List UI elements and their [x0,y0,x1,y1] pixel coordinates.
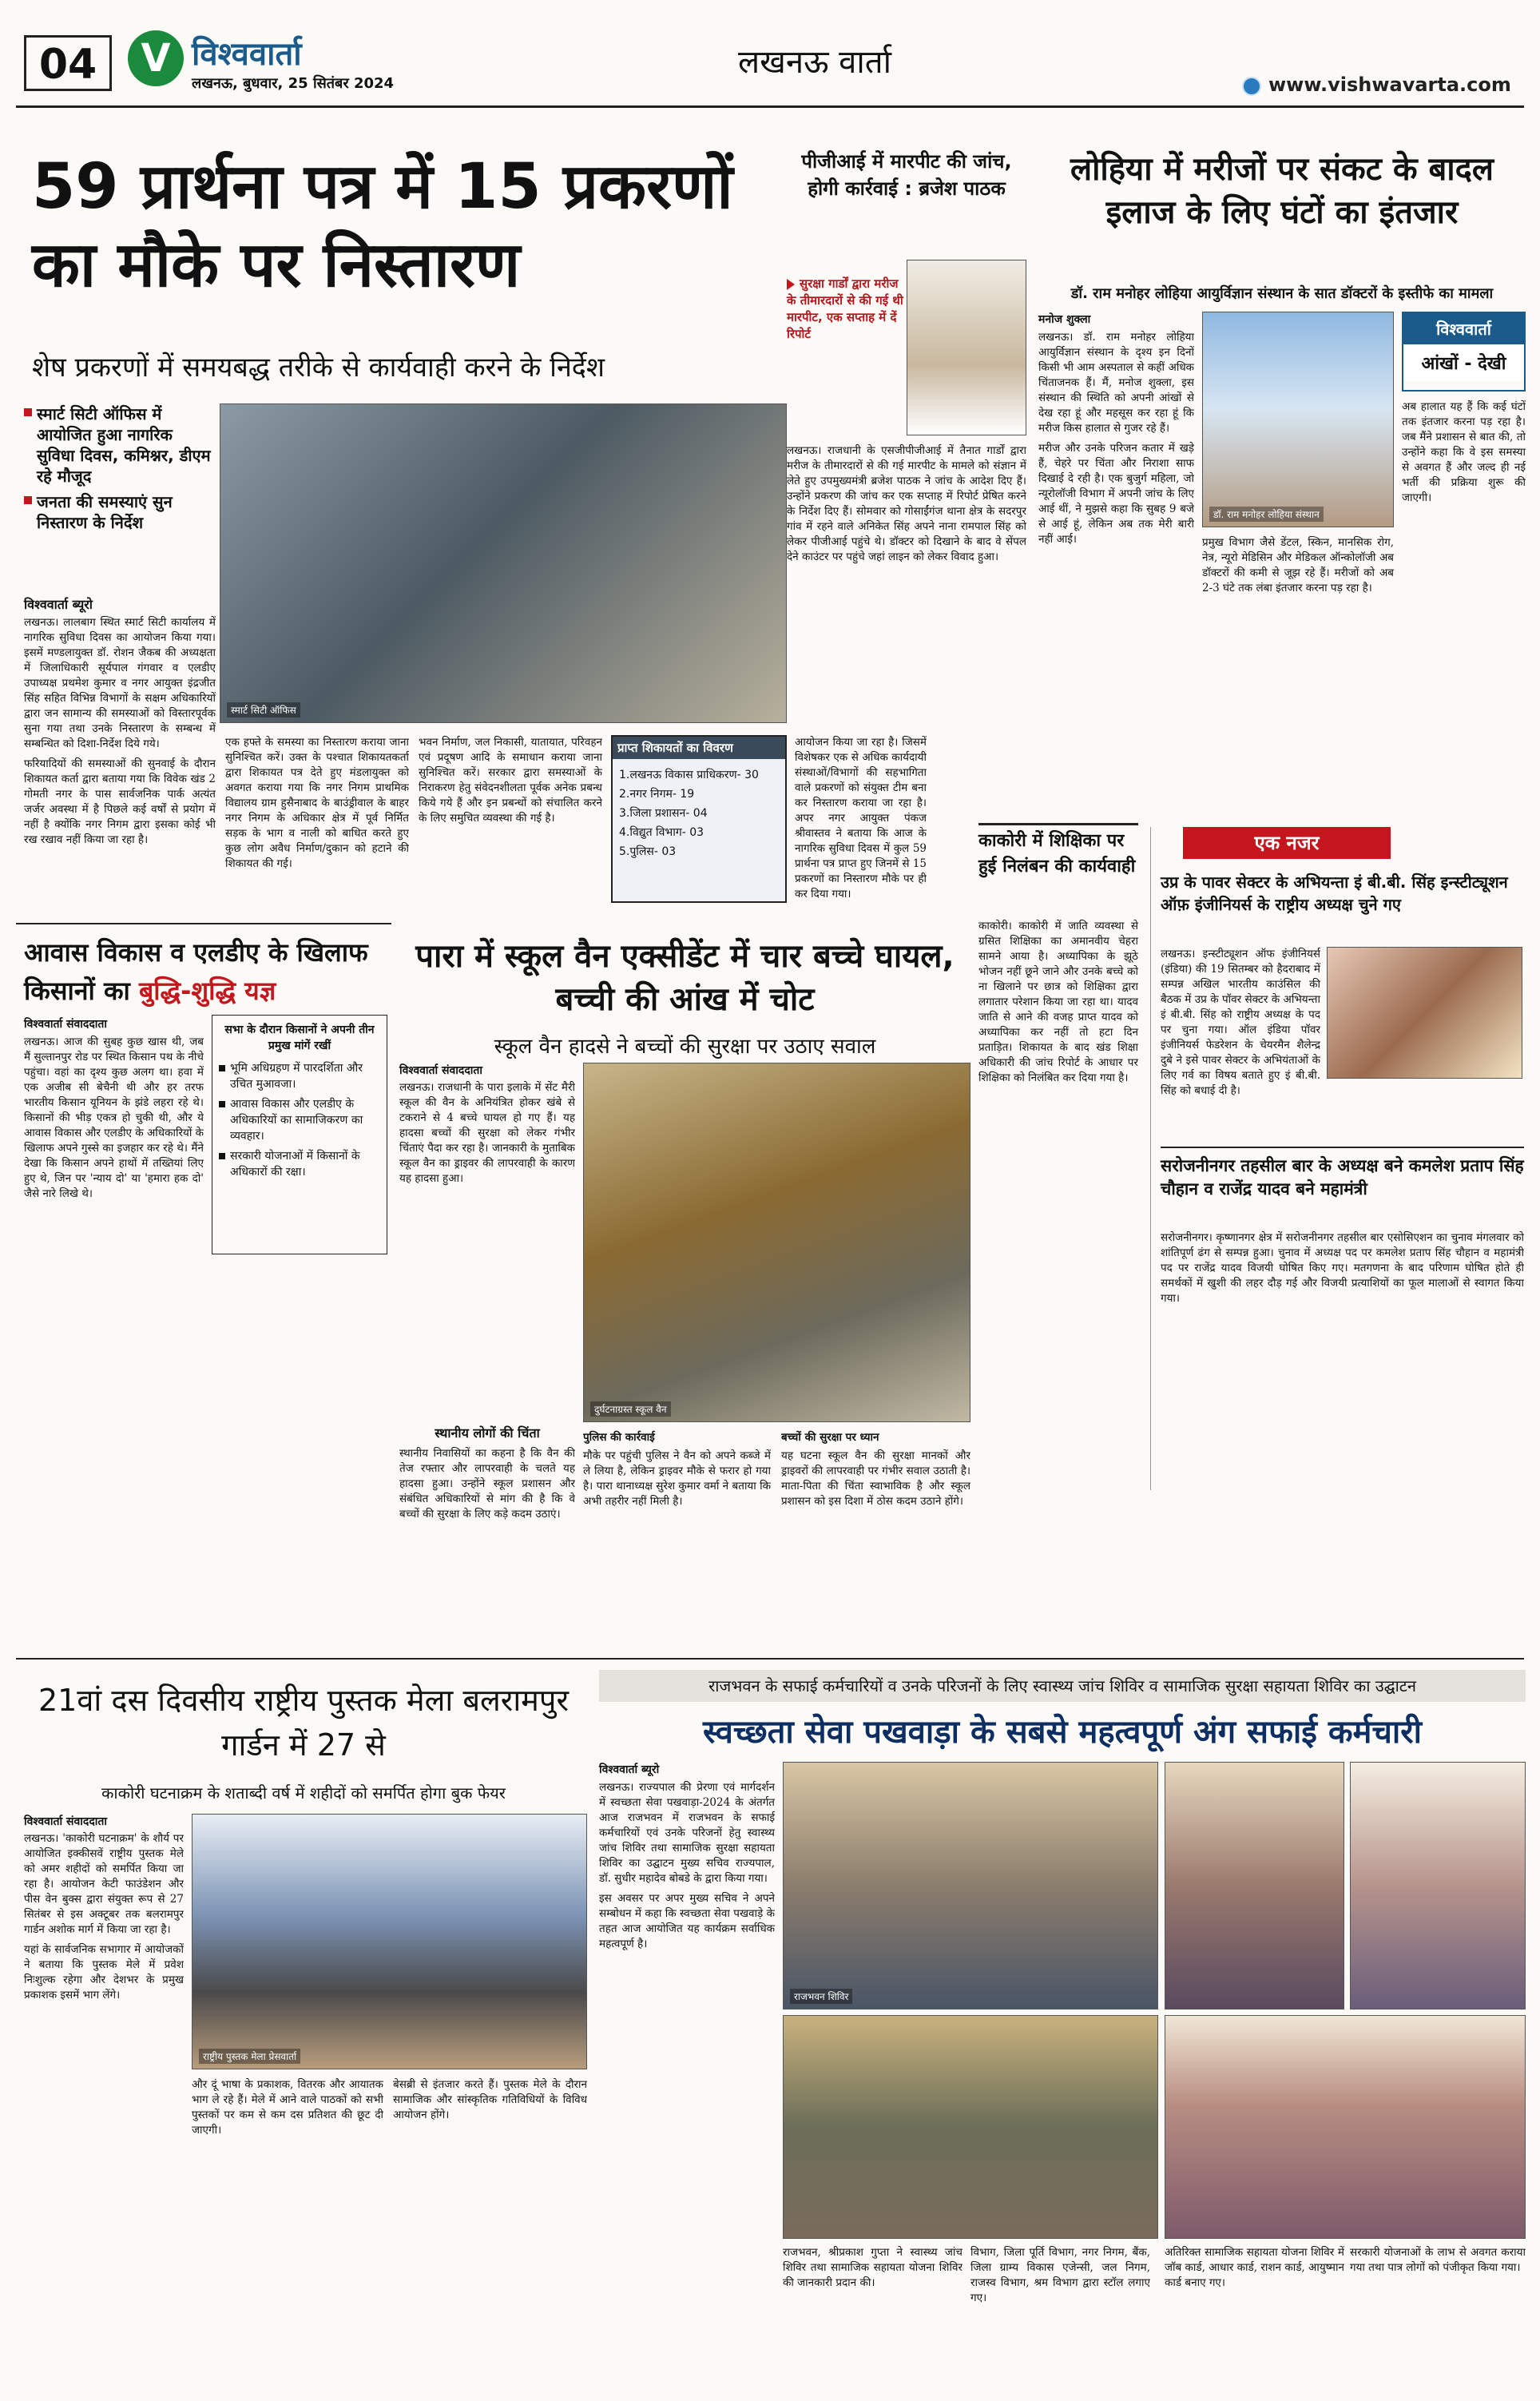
rajbhawan-photo-4 [783,2015,1158,2239]
school-van-story [399,927,970,1646]
book-fair-story [16,1662,591,2397]
badge-label: आंखों - देखी [1403,344,1524,381]
book-fair-subhead: काकोरी घटनाक्रम के शताब्दी वर्ष में शहीदों को समर्पित होगा बुक फेयर [101,1783,506,1803]
awas-byline: विश्ववार्ता संवाददाता [24,1018,108,1031]
table-row: 1.लखनऊ विकास प्राधिकरण- 30 [619,769,759,781]
quote-arrow-icon [787,279,795,290]
paragraph: अतिरिक्त सामाजिक सहायता योजना शिविर में जॉब कार्ड, आधार कार्ड, राशन कार्ड, आयुष्मान कार्ड बनाए गए। [1165,2246,1344,2289]
kakori-body: काकोरी। काकोरी में जाति व्यवस्था से ग्रसित शिक्षिका का अमानवीय चेहरा सामने आया है। अध्यापिका के झूठे भोजन नहीं छूने जाने और उनके बच्चे को ना खिलाने पर छात्र को शिक्षिका द्वारा लगातार परेशान किया जा रहा था। यादव जाति से आने की वजह प्राप्त यादव को अध्यापिका कर नहीं तो हटा दिन प्रताड़ित। शिकायत के बाद खंड शिक्षा अधिकारी की जांच रिपोर्ट के आधार पर शिक्षिका को निलंबित कर दिया गया है। [978,920,1138,1084]
brand-name: विश्ववार्ता [192,36,302,73]
rajbhawan-photo-2 [1165,1762,1344,2009]
rajbhawan-byline: विश्ववार्ता ब्यूरो [599,1763,660,1776]
school-van-body-col-1 [399,1080,575,1416]
lead-body-col-1 [24,615,216,911]
lohia-body-col-1 [1038,330,1194,801]
paragraph: फरियादियों की समस्याओं की सुनवाई के दौरान शिकायत कर्ता द्वारा बताया गया कि विवेक खंड 2 गोमती नगर के पास सार्वजनिक पार्क अत्यंत जर्जर अवस्था में है पिछले कई वर्षों से प्रयोग में नहीं है क्योंकि नगर निगम द्वारा इसका कोई भी रख रखाव नहीं किया जा रहा है। [24,757,216,846]
awas-headline-line-1: आवास विकास व एलडीए के खिलाफ [24,937,368,968]
book-fair-byline: विश्ववार्ता संवाददाता [24,1815,108,1828]
ek-nazar-body: लखनऊ। इन्स्टीट्यूशन ऑफ इंजीनियर्स (इंडिया) की 19 सितम्बर को हैदराबाद में सम्पन्न अखिल भारतीय काउंसिल की बैठक में उप्र के पॉवर सेक्टर के अभियन्ता इं बी.बी. सिंह को राष्ट्रीय अध्यक्ष के पद पर चुना गया। ऑल इंडिया पॉवर इंजीनियर्स फेडरेशन के चेयरमैन शैलेन्द्र दुबे ने इसे पावर सेक्टर के अभियंताओं के लिए गर्व का विषय बताते हुए इं बी.बी. सिंह को बधाई दी है। [1161,948,1320,1097]
photo-caption: डॉ. राम मनोहर लोहिया संस्थान [1209,507,1324,522]
crosshead: स्थानीय लोगों की चिंता [435,1425,540,1441]
photo-caption: राष्ट्रीय पुस्तक मेला प्रेसवार्ता [199,2049,300,2064]
awas-body: लखनऊ। आज की सुबह कुछ खास थी, जब मैं सुल्तानपुर रोड पर स्थित किसान पथ के नीचे पहुंचा। वहां का दृश्य कुछ अलग था। हवा में एक अजीब सी बेचैनी थी और हर तरफ भारतीय किसान यूनियन के झंडे लहरा रहे थे। किसानों की भीड़ एकत्र हो चुकी थी, और ये आवास विकास और एलडीए के अधिकारियों के खिलाफ अपने गुस्से का इजहार कर रहे थे। मैंने देखा कि किसान अपने हाथों में तख्तियां लिए हुए थे, जिन पर 'न्याय दो' या 'हमारा हक दो' जैसे नारे लिखे थे। [24,1036,204,1200]
school-van-headline: पारा में स्कूल वैन एक्सीडेंट में चार बच्चे घायल, बच्ची की आंख में चोट [415,938,955,1018]
paragraph: इस अवसर पर अपर मुख्य सचिव ने अपने सम्बोधन में कहा कि स्वच्छता सेवा पखवाड़े के तहत आज आयोजित यह कार्यक्रम सर्वाधिक महत्वपूर्ण है। [599,1892,775,1950]
school-van-body-col-3 [781,1430,970,1638]
lead-photo [220,403,787,723]
book-fair-body-col-3 [393,2077,587,2389]
crosshead: पुलिस की कार्रवाई [583,1431,655,1444]
rajbhawan-body-col-4 [1165,2245,1344,2389]
section-title: लखनऊ वार्ता [738,44,891,81]
table-row: 3.जिला प्रशासन- 04 [619,807,708,820]
logo-v-icon: V [141,36,171,81]
paragraph: एक हफ्ते के समस्या का निस्तारण कराया जाना सुनिश्चित करें। उक्त के पश्चात शिकायतकर्ता द्वारा शिकायत पत्र देते हुए मंडलायुक्त को अवगत कराया गया कि नगर निगम प्राथमिक विद्यालय ग्राम हुसैनाबाद के बाउंड्रीवाल के बाहर नगर निगम के अधिकार क्षेत्र में पूर्व निर्मित सड़क के भाग व नाली को बाधित करते हुए कुछ लोग अवैध निर्माण/दुकान को हटाने की शिकायत की गई। [225,736,409,870]
school-van-subhead: स्कूल वैन हादसे ने बच्चों की सुरक्षा पर उठाए सवाल [494,1035,876,1059]
paragraph: बेसब्री से इंतजार करते हैं। पुस्तक मेले के दौरान सामाजिक और सांस्कृतिक गतिविधियों के विविध आयोजन होंगे। [393,2078,587,2121]
masthead [0,0,1540,112]
photo-caption: दुर्घटनाग्रस्त स्कूल वैन [590,1401,671,1417]
ek-nazar-photo [1327,947,1522,1079]
rajbhawan-body-col-3 [970,2245,1150,2389]
awas-headline-text: किसानों का [24,976,130,1006]
kakori-headline: काकोरी में शिक्षिका पर हुई निलंबन की कार्यवाही [978,823,1138,911]
divider [16,1658,1524,1660]
brand-logo [128,30,184,86]
rajbhawan-story [599,1662,1526,2397]
paragraph: स्थानीय निवासियों का कहना है कि वैन की तेज रफ्तार और लापरवाही के चलते यह हादसा हुआ। उन्होंने स्कूल प्रशासन और संबंधित अधिकारियों से मांग की है कि वे बच्चों की सुरक्षा के लिए कड़े कदम उठाएं। [399,1447,575,1521]
lead-bullets [24,403,216,587]
divider [16,923,391,924]
lohia-body-col-3 [1402,400,1526,799]
dateline: लखनऊ, बुधवार, 25 सितंबर 2024 [192,75,395,92]
paragraph: अब हालात यह हैं कि कई घंटों तक इंतजार करना पड़ रहा है। जब मैंने प्रशासन से बात की, तो उन्होंने कहा कि वे इस समस्या से अवगत हैं और जल्द ही नई भर्ती की प्रक्रिया शुरू की जाएगी। [1402,400,1526,504]
pgi-headline: पीजीआई में मारपीट की जांच, होगी कार्रवाई : ब्रजेश पाठक [801,150,1012,200]
paragraph: मरीज और उनके परिजन कतार में खड़े हैं, चेहरे पर चिंता और निराशा साफ दिखाई दे रही है। एक बुजुर्ग महिला, जो न्यूरोलॉजी विभाग में अपनी जांच के लिए आई थीं, ने मुझसे कहा कि सुबह 9 बजे से आई हूं, लेकिन अब तक मेरी बारी नहीं आई। [1038,442,1194,546]
badge-brand: विश्ववार्ता [1403,313,1524,344]
school-van-body-col-1b [399,1446,575,1638]
globe-icon [1242,77,1261,96]
crosshead: बच्चों की सुरक्षा पर ध्यान [781,1431,879,1444]
lead-body-col-2 [225,735,409,911]
paragraph: लखनऊ। 'काकोरी घटनाक्रम' के शौर्य पर आयोजित इक्कीसवें राष्ट्रीय पुस्तक मेले को अमर शहीदों को समर्पित किया जा रहा है। आयोजन केटी फाउंडेशन और पीस वेन बुक्स द्वारा संयुक्त रूप से 27 सितंबर से इस अक्टूबर तक बलरामपुर गार्डन अशोक मार्ग में किया जा रहा है। [24,1832,184,1936]
paragraph: मौके पर पहुंची पुलिस ने वैन को अपने कब्जे में ले लिया है, लेकिन ड्राइवर मौके से फरार हो गया है। पारा थानाध्यक्ष सुरेश कुमार वर्मा ने बताया कि अभी तहरीर नहीं मिली है। [583,1449,771,1508]
rajbhawan-body-col-1 [599,1780,775,2387]
school-van-photo [583,1063,970,1422]
rajbhawan-body-col-2 [783,2245,963,2389]
lohia-body-col-2 [1202,535,1394,799]
lohia-story [1038,116,1526,803]
bar-assoc-body: सरोजनीनगर। कृष्णानगर क्षेत्र में सरोजनीनगर तहसील बार एसोसिएशन का चुनाव मंगलवार को शांतिपूर्ण ढंग से सम्पन्न हुआ। चुनाव में अध्यक्ष पद पर कमलेश प्रताप सिंह चौहान व महामंत्री पद पर राजेंद्र यादव विजयी घोषित किए गए। मतगणना के बाद परिणाम घोषित होते ही समर्थकों में खुशी की लहर दौड़ गई और विजयी प्रत्याशियों का फूल मालाओं से स्वागत किया गया। [1161,1231,1524,1305]
pgi-body: लखनऊ। राजधानी के एसजीपीजीआई में तैनात गार्डों द्वारा मरीज के तीमारदारों से की गई मारपीट के मामले को संज्ञान में लेते हुए उपमुख्यमंत्री ब्रजेश पाठक ने जांच के आदेश दिए हैं। उन्होंने प्रकरण की जांच कर एक सप्ताह में रिपोर्ट प्रेषित करने के निर्देश दिए हैं। सोमवार को गोसाईंगंज थाना क्षेत्र के सदरपुर गांव में रहने वाले अनिकेत सिंह अपने नाना रामपाल सिंह को लेकर पीजीआई पहुंचे थे। डॉक्टर को दिखाने के बाद वे सेंपल देने काउंटर पर पहुंचे जहां लाइन को लेकर विवाद हुआ। [787,444,1026,563]
page-number: 04 [24,35,112,91]
lohia-headline: लोहिया में मरीजों पर संकट के बादल इलाज के लिए घंटों का इंतजार [1070,151,1494,231]
pgi-story [787,116,1030,915]
lead-byline: विश्ववार्ता ब्यूरो [24,597,93,612]
table-row: 5.पुलिस- 03 [619,845,677,858]
paragraph: लखनऊ। लालबाग स्थित स्मार्ट सिटी कार्यालय में नागरिक सुविधा दिवस का आयोजन किया गया। इसमें मण्डलायुक्त डॉ. रोशन जैकब की अध्यक्षता में जिलाधिकारी सूर्यपाल गंगवार व एलडीए उपाध्यक्ष प्रथमेश कुमार व नगर आयुक्त इंद्रजीत सिंह सहित विभिन्न विभागों के सक्षम अधिकारियों द्वारा जन सामान्य की समस्याओं को विस्तारपूर्वक सुना गया तथा उनके निस्तारण के सम्बन्ध में सम्बन्धित को दिशा-निर्देश दिये गये। [24,616,216,750]
rajbhawan-photo-5 [1165,2015,1526,2239]
bar-assoc-headline: सरोजनीनगर तहसील बार के अध्यक्ष बने कमलेश प्रताप सिंह चौहान व राजेंद्र यादव बने महामंत्री [1161,1156,1524,1199]
kakori-story [978,823,1138,1510]
paragraph: यह घटना स्कूल वैन की सुरक्षा मानकों और ड्राइवरों की लापरवाही पर गंभीर सवाल उठाती है। माता-पिता की चिंता स्वाभाविक है और स्कूल प्रशासन को इस दिशा में ठोस कदम उठाने होंगे। [781,1449,970,1508]
lead-subhead: शेष प्रकरणों में समयबद्ध तरीके से कार्यवाही करने के निर्देश [32,352,605,384]
table-row: 4.विद्युत विभाग- 03 [619,826,705,839]
ek-nazar-label: एक नजर [1183,827,1391,859]
paragraph: लखनऊ। राजधानी के पारा इलाके में सेंट मैरी स्कूल की वैन के अनियंत्रित होकर खंबे से टकराने से 4 बच्चे घायल हो गए हैं। यह हादसा बच्चों की सुरक्षा को लेकर गंभीर चिंताएं पैदा कर रहा है। जानकारी के मुताबिक स्कूल वैन का ड्राइवर की लापरवाही के कारण यह हादसा हुआ। [399,1081,575,1185]
paragraph: भवन निर्माण, जल निकासी, यातायात, परिवहन एवं प्रदूषण आदि के समाधान कराया जाना सुनिश्चित करें। सरकार द्वारा समस्याओं के निराकरण हेतु संवेदनशीलता पूर्वक अनेक प्रबन्ध किये गये हैं और इन प्रबन्धों को संचालित करने के लिए समुचित व्यवस्था की गई है। [419,736,602,825]
awas-headline-highlight: बुद्धि-शुद्धि यज्ञ [138,976,276,1006]
demands-title: सभा के दौरान किसानों ने अपनी तीन प्रमुख मांगें रखीं [224,1024,375,1052]
ek-nazar-box [1150,827,1526,1490]
website-link[interactable]: www.vishwavarta.com [1268,74,1511,96]
pgi-quote [787,276,907,388]
rajbhawan-headline: स्वच्छता सेवा पखवाड़ा के सबसे महत्वपूर्ण अंग सफाई कर्मचारी [703,1714,1422,1751]
school-van-body-col-2 [583,1430,771,1638]
rajbhawan-body-col-5 [1350,2245,1526,2389]
photo-caption: स्मार्ट सिटी ऑफिस [227,702,300,718]
table-title: प्राप्त शिकायतों का विवरण [613,737,785,759]
book-fair-headline: 21वां दस दिवसीय राष्ट्रीय पुस्तक मेला बलरामपुर गार्डन में 27 से [38,1683,570,1763]
lead-bullet: स्मार्ट सिटी ऑफिस में आयोजित हुआ नागरिक सुविधा दिवस, कमिश्नर, डीएम रहे मौजूद [24,403,216,487]
ek-nazar-headline: उप्र के पावर सेक्टर के अभियन्ता इं बी.बी. सिंह इन्स्टीट्यूशन ऑफ़ इंजीनियर्स के राष्ट्रीय अध्यक्ष चुने गए [1161,873,1508,914]
demand-item: भूमि अधिग्रहण में पारदर्शिता और उचित मुआवजा। [219,1060,380,1092]
paragraph: राजभवन, श्रीप्रकाश गुप्ता ने स्वास्थ्य जांच शिविर तथा सामाजिक सहायता योजना शिविर की जानकारी प्रदान की। [783,2246,963,2289]
book-fair-body-col-2 [192,2077,383,2389]
awas-demands-box [212,1015,387,1254]
paragraph: विभाग, जिला पूर्ति विभाग, नगर निगम, बैंक, जिला ग्राम्य विकास एजेन्सी, जल निगम, राजस्व विभाग, श्रम विभाग द्वारा स्टॉल लगाए गए। [970,2246,1150,2304]
paragraph: लखनऊ। राज्यपाल की प्रेरणा एवं मार्गदर्शन में स्वच्छता सेवा पखवाड़ा-2024 के अंतर्गत आज राजभवन में राजभवन के सफाई कर्मचारियों एवं उनके परिजनों हेतु स्वास्थ्य जांच शिविर तथा सामाजिक सुरक्षा सहायता शिविर का उद्घाटन मुख्य सचिव राज्यपाल, डॉ. सुधीर महादेव बोबडे के द्वारा किया गया। [599,1781,775,1885]
photo-caption: राजभवन शिविर [790,1989,852,2004]
paragraph: आयोजन किया जा रहा है। जिसमें विशेषकर एक से अधिक कार्यदायी संस्थाओं/विभागों की सहभागिता वाले प्रकरणों को संयुक्त टीम बना कर निस्तारण कराया जा रहा है। अपर नगर आयुक्त पंकज श्रीवास्तव ने बताया कि आज के नागरिक सुविधा दिवस में कुल 59 प्रार्थना पत्र प्राप्त हुए जिनमें से 15 प्रकरणों का निस्तारण मौके पर ही कर दिया गया। [795,736,927,900]
lohia-subhead: डॉ. राम मनोहर लोहिया आयुर्विज्ञान संस्थान के सात डॉक्टरों के इस्तीफे का मामला [1070,285,1494,302]
paragraph: सरकारी योजनाओं के लाभ से अवगत कराया गया तथा पात्र लोगों को पंजीकृत किया गया। [1350,2246,1526,2274]
divider [1161,1147,1524,1148]
school-van-byline: विश्ववार्ता संवाददाता [399,1064,483,1077]
lead-headline: 59 प्रार्थना पत्र में 15 प्रकरणों का मौके पर निस्तारण [32,151,733,301]
demand-item: सरकारी योजनाओं में किसानों के अधिकारों की रक्षा। [219,1148,380,1180]
quote-text: सुरक्षा गार्डों द्वारा मरीज के तीमारदारों से की गई थी मारपीट, एक सप्ताह में दें रिपोर्ट [787,276,903,341]
awas-story [16,927,391,1646]
complaints-table [611,735,787,903]
lead-body-col-3 [419,735,602,911]
rajbhawan-banner: राजभवन के सफाई कर्मचारियों व उनके परिजनों के लिए स्वास्थ्य जांच शिविर व सामाजिक सुरक्षा सहायता शिविर का उद्घाटन [599,1670,1526,1702]
paragraph: और दूं भाषा के प्रकाशक, वितरक और आयातक भाग ले रहे हैं। मेले में आने वाले पाठकों को सभी पुस्तकों पर कम से कम दस प्रतिशत की छूट दी जाएगी। [192,2078,383,2137]
pgi-photo [907,260,1026,435]
lohia-byline: मनोज शुक्ला [1038,313,1091,326]
rajbhawan-photo-1 [783,1762,1158,2009]
rajbhawan-photo-3 [1350,1762,1526,2009]
paragraph: लखनऊ। डॉ. राम मनोहर लोहिया आयुर्विज्ञान संस्थान के दृश्य इन दिनों किसी भी आम अस्पताल से कहीं अधिक चिंताजनक हैं। मैं, मनोज शुक्ला, इस संस्थान की स्थिति को अपनी आंखों से देख रहा हूं और महसूस कर रहा हूं कि मरीज किस हालात से गुजर रहे हैं। [1038,331,1194,435]
book-fair-photo [192,1814,587,2069]
awas-headline-line-2 [24,973,391,1008]
paragraph: यहां के सार्वजनिक सभागार में आयोजकों ने बताया कि पुस्तक मेले में प्रवेश निःशुल्क रहेगा और देशभर के प्रमुख प्रकाशक इसमें भाग लेंगे। [24,1943,184,2001]
book-fair-body-col-1 [24,1831,184,2391]
demand-item: आवास विकास और एलडीए के अधिकारियों का सामाजिकरण का व्यवहार। [219,1096,380,1144]
table-row: 2.नगर निगम- 19 [619,788,695,801]
lead-bullet: जनता की समस्याएं सुन निस्तारण के निर्देश [24,491,216,533]
paragraph: प्रमुख विभाग जैसे डेंटल, स्किन, मानसिक रोग, नेत्र, न्यूरो मेडिसिन और मेडिकल ऑन्कोलॉजी अब डॉक्टरों की कमी से जूझ रहे हैं। मरीजों को अब 2-3 घंटे तक लंबा इंतजार करना पड़ रहा है। [1202,536,1394,594]
lohia-photo [1202,312,1394,527]
aankhon-dekhi-badge [1402,312,1526,392]
masthead-rule [16,105,1524,108]
